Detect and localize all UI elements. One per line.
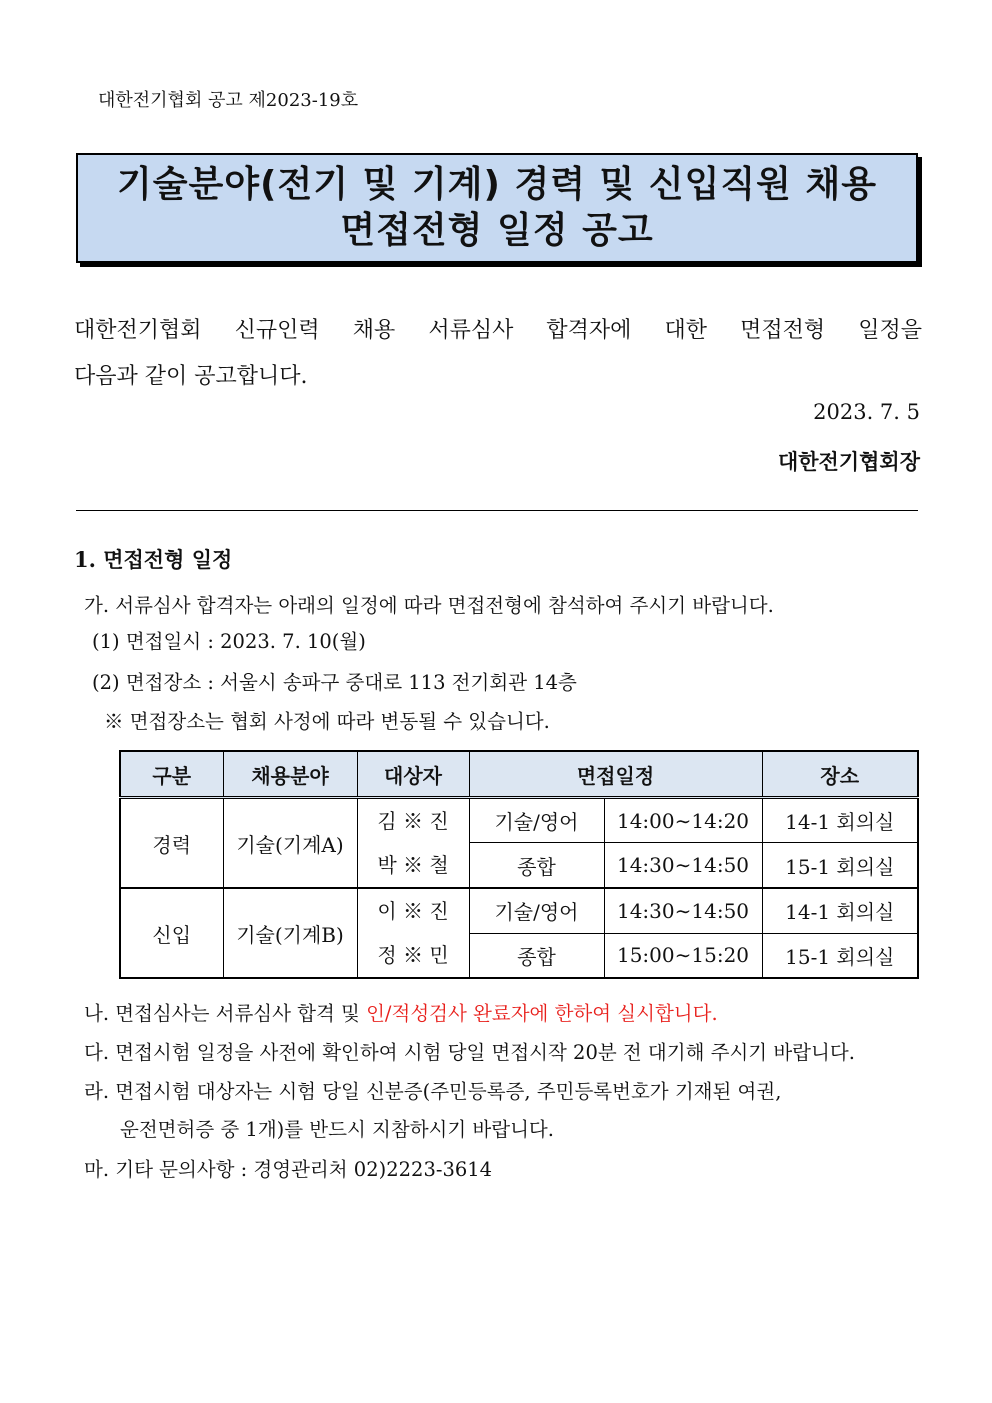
issuer: 대한전기협회장 <box>777 449 920 474</box>
interview-time: 14:30∼14:50 <box>604 888 762 933</box>
item-place: (2) 면접장소 : 서울시 송파구 중대로 113 전기회관 14층 <box>92 671 577 694</box>
category-cell: 신입 <box>120 888 223 978</box>
item-na <box>84 998 718 1026</box>
header-candidates: 대상자 <box>357 751 469 798</box>
item-ra-line-2: 운전면허증 중 1개)를 반드시 지참하시기 바랍니다. <box>120 1118 554 1141</box>
candidate-name: 김 ※ 진 <box>377 809 449 833</box>
place-note: ※ 면접장소는 협회 사정에 따라 변동될 수 있습니다. <box>104 710 550 733</box>
announcement-date: 2023. 7. 5 <box>813 400 920 424</box>
candidate-name: 박 ※ 철 <box>377 853 449 877</box>
intro-paragraph <box>74 308 922 400</box>
interview-type: 종합 <box>469 843 604 888</box>
intro-line-1: 대한전기협회 신규인력 채용 서류심사 합격자에 대한 면접전형 일정을 <box>74 318 922 343</box>
section-heading: 1. 면접전형 일정 <box>74 547 233 572</box>
interview-type: 종합 <box>469 933 604 978</box>
item-na-highlight: 인/적성검사 완료자에 한하여 실시합니다. <box>366 1002 718 1025</box>
title-box <box>76 153 918 263</box>
candidate-name: 정 ※ 민 <box>377 943 449 967</box>
divider <box>76 510 918 511</box>
title-line-2: 면접전형 일정 공고 <box>340 210 654 251</box>
interview-place: 14-1 회의실 <box>762 798 918 843</box>
field-cell: 기술(기계A) <box>223 798 357 889</box>
table-row <box>120 798 918 843</box>
interview-place: 15-1 회의실 <box>762 843 918 888</box>
item-ra-line-1: 라. 면접시험 대상자는 시험 당일 신분증(주민등록증, 주민등록번호가 기재된 여권, <box>84 1080 782 1103</box>
item-ga: 가. 서류심사 합격자는 아래의 일정에 따라 면접전형에 참석하여 주시기 바랍니다. <box>84 594 774 617</box>
header-category: 구분 <box>120 751 223 798</box>
category-cell: 경력 <box>120 798 223 889</box>
interview-time: 14:30∼14:50 <box>604 843 762 888</box>
intro-line-2: 다음과 같이 공고합니다. <box>74 364 308 389</box>
interview-type: 기술/영어 <box>469 888 604 933</box>
header-schedule: 면접일정 <box>469 751 762 798</box>
item-da: 다. 면접시험 일정을 사전에 확인하여 시험 당일 면접시작 20분 전 대기해 주시기 바랍니다. <box>84 1041 855 1064</box>
header-place: 장소 <box>762 751 918 798</box>
interview-time: 15:00∼15:20 <box>604 933 762 978</box>
table-row <box>120 888 918 933</box>
field-cell: 기술(기계B) <box>223 888 357 978</box>
candidates-cell <box>357 888 469 978</box>
interview-place: 14-1 회의실 <box>762 888 918 933</box>
header-field: 채용분야 <box>223 751 357 798</box>
candidate-name: 이 ※ 진 <box>377 899 449 923</box>
candidates-cell <box>357 798 469 889</box>
item-ma: 마. 기타 문의사항 : 경영관리처 02)2223-3614 <box>84 1158 493 1181</box>
item-na-text: 나. 면접심사는 서류심사 합격 및 <box>84 1002 367 1025</box>
interview-place: 15-1 회의실 <box>762 933 918 978</box>
notice-number: 대한전기협회 공고 제2023-19호 <box>98 90 359 111</box>
interview-type: 기술/영어 <box>469 798 604 843</box>
title-line-1: 기술분야(전기 및 기계) 경력 및 신입직원 채용 <box>116 164 878 205</box>
table-header-row <box>120 751 918 798</box>
schedule-table <box>119 750 919 979</box>
interview-time: 14:00∼14:20 <box>604 798 762 843</box>
item-date: (1) 면접일시 : 2023. 7. 10(월) <box>92 630 366 653</box>
